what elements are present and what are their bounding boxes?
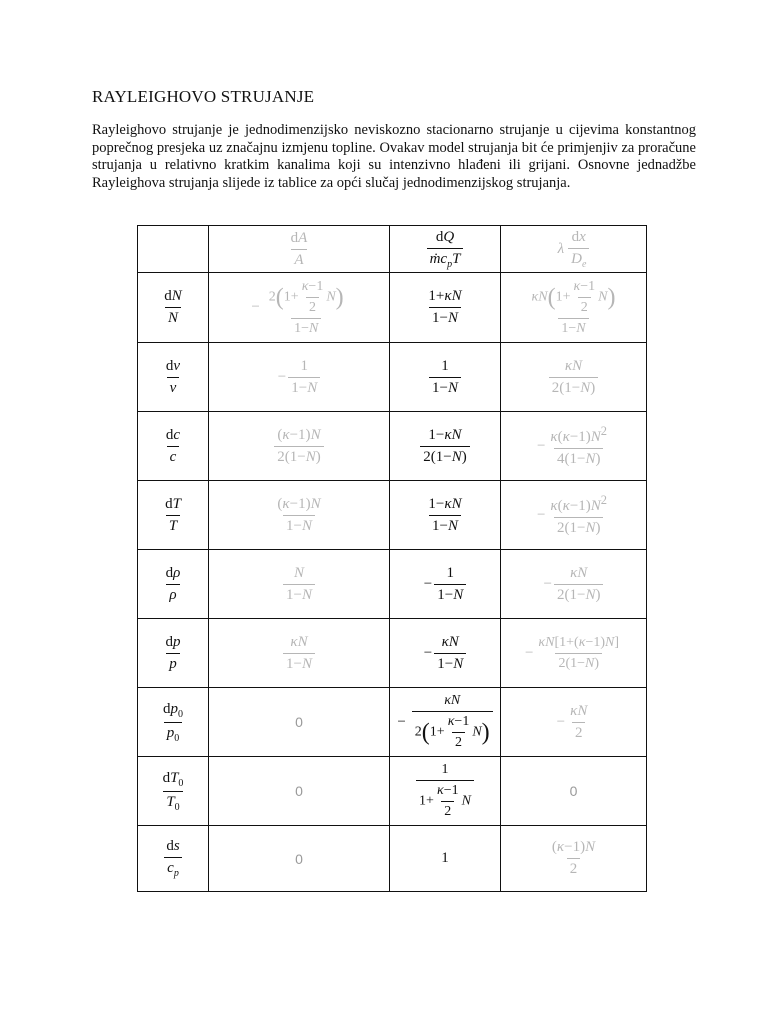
cell-dT-dA: $\frac{(\kappa-1)N}{1-N}$ [209, 481, 390, 550]
cell-dc-dQ: $\frac{1-\kappa N}{2(1-N)}$ [390, 412, 501, 481]
cell-dp0-dx: − $\frac{\kappa N}{2}$ [501, 688, 647, 757]
cell-ds-dA: 0 [209, 826, 390, 892]
table-row [138, 757, 647, 826]
cell-dc-dA: $\frac{(\kappa-1)N}{2(1-N)}$ [209, 412, 390, 481]
row-label-drho-rho: $\frac{d\rho}{\rho}$ [138, 550, 209, 619]
cell-dT0-dA: 0 [209, 757, 390, 826]
row-label-dN-N: $\frac{dN}{N}$ [138, 273, 209, 343]
cell-dp-dQ: − $\frac{\kappa N}{1-N}$ [390, 619, 501, 688]
cell-dN-dQ: $\frac{1+\kappa N}{1-N}$ [390, 273, 501, 343]
row-label-dT0-T0: $\frac{dT_0}{T_0}$ [138, 757, 209, 826]
header-empty-cell [138, 226, 209, 273]
table-row [138, 550, 647, 619]
cell-dT0-dQ: 1 1+ $\frac{\kappa-1}{2}$ N [390, 757, 501, 826]
cell-dv-dx: $\frac{\kappa N}{2(1-N)}$ [501, 343, 647, 412]
row-label-ds-cp: $\frac{ds}{c_p}$ [138, 826, 209, 892]
table-row [138, 273, 647, 343]
header-dQ: $\frac{dQ}{ṁc_pT}$ [390, 226, 501, 273]
rayleigh-table [137, 225, 647, 892]
cell-dv-dQ: $\frac{1}{1-N}$ [390, 343, 501, 412]
cell-dT-dQ: $\frac{1-\kappa N}{1-N}$ [390, 481, 501, 550]
cell-dT-dx: − $\frac{\kappa(\kappa-1)N^2}{2(1-N)}$ [501, 481, 647, 550]
cell-dp0-dA: 0 [209, 688, 390, 757]
table-header-row [138, 226, 647, 273]
cell-dp0-dQ: − κN 2(1+ $\frac{\kappa-1}{2}$ N) [390, 688, 501, 757]
table-row [138, 688, 647, 757]
row-label-dT-T: $\frac{dT}{T}$ [138, 481, 209, 550]
table-row [138, 343, 647, 412]
row-label-dc-c: $\frac{dc}{c}$ [138, 412, 209, 481]
cell-drho-dx: − $\frac{\kappa N}{2(1-N)}$ [501, 550, 647, 619]
intro-paragraph: Rayleighovo strujanje je jednodimenzijsko neviskozno stacionarno strujanje u cijevima konstantnog poprečnog presjeka uz značajnu izmjenu topline. Ovakav model strujanja bit će primjenjiv za proračune strujanja u relativno kratkim kanalima koji su intenzivno hlađeni ili grijani. Osnovne jednadžbe Rayleighova strujanja slijede iz tablice za opći slučaj jednodimenzijskog strujanja. [92, 122, 696, 191]
cell-dv-dA: − $\frac{1}{1-N}$ [209, 343, 390, 412]
row-label-dp-p: $\frac{dp}{p}$ [138, 619, 209, 688]
row-label-dp0-p0: $\frac{dp_0}{p_0}$ [138, 688, 209, 757]
table-row [138, 481, 647, 550]
table-row [138, 826, 647, 892]
table-row [138, 412, 647, 481]
cell-dc-dx: − $\frac{\kappa(\kappa-1)N^2}{4(1-N)}$ [501, 412, 647, 481]
header-dA-A: $\frac{dA}{A}$ [209, 226, 390, 273]
cell-dN-dx: κN(1+ $\frac{\kappa-1}{2}$ N) 1−N [501, 273, 647, 343]
page-title: RAYLEIGHOVO STRUJANJE [92, 87, 315, 106]
cell-dp-dx: − $\frac{\kappa N[1+(\kappa-1)N]}{2(1-N)}$ [501, 619, 647, 688]
cell-dT0-dx: 0 [501, 757, 647, 826]
cell-ds-dQ: 1 [390, 826, 501, 892]
cell-dp-dA: $\frac{\kappa N}{1-N}$ [209, 619, 390, 688]
cell-dN-dA: − 2(1+ $\frac{\kappa-1}{2}$ N) 1−N [209, 273, 390, 343]
table-row [138, 619, 647, 688]
cell-drho-dA: $\frac{N}{1-N}$ [209, 550, 390, 619]
cell-drho-dQ: − $\frac{1}{1-N}$ [390, 550, 501, 619]
row-label-dv-v: $\frac{dv}{v}$ [138, 343, 209, 412]
header-lambda-dx: λ $\frac{dx}{D_e}$ [501, 226, 647, 273]
cell-ds-dx: $\frac{(\kappa-1)N}{2}$ [501, 826, 647, 892]
